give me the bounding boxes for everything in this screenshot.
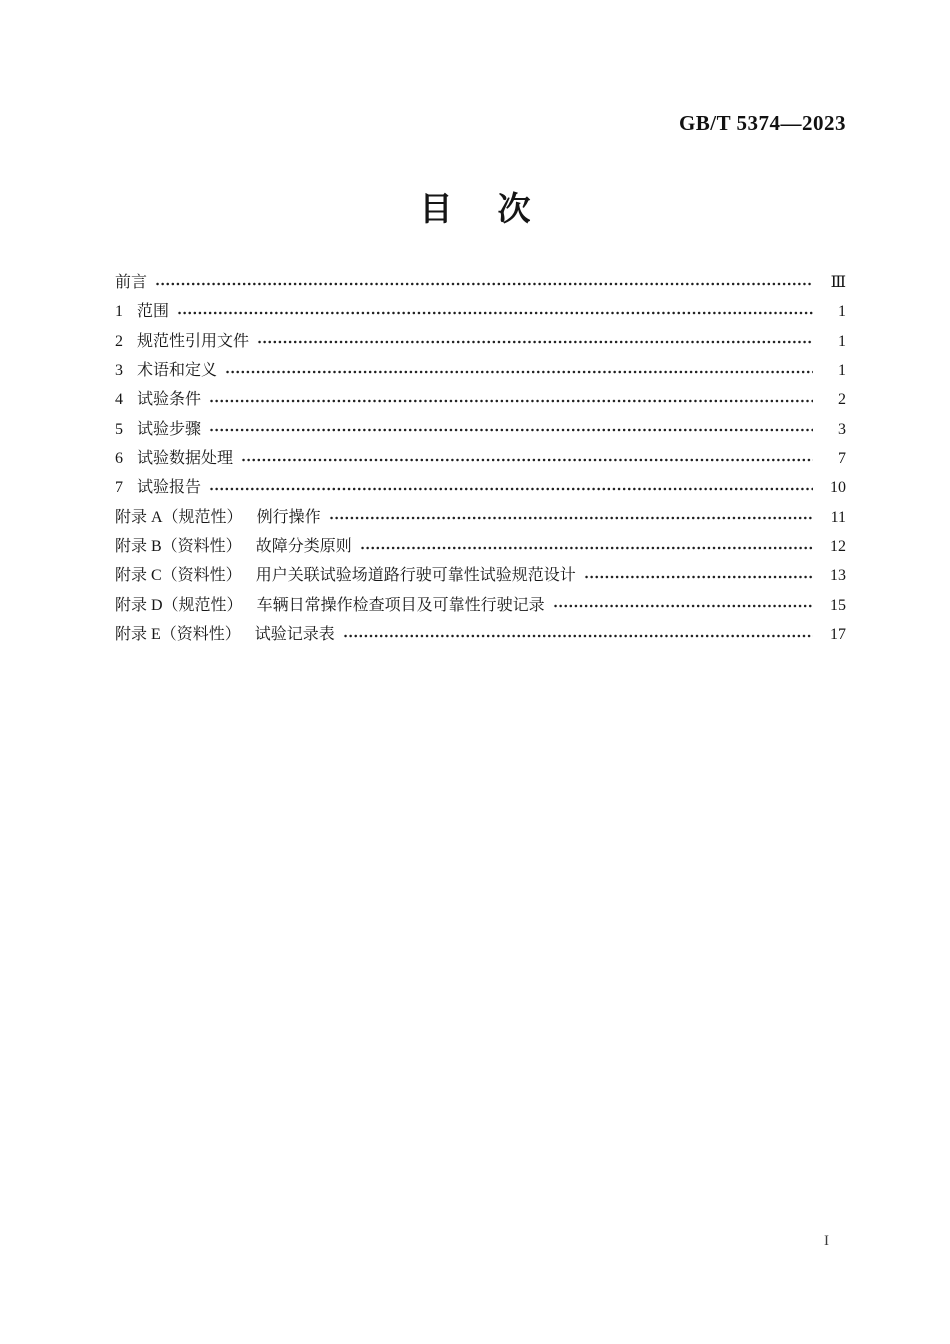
standard-number: GB/T 5374—2023 — [678, 111, 846, 135]
toc-entry-label: 试验记录表 — [254, 626, 335, 644]
toc-entry — [115, 591, 846, 620]
toc-entry-prefix: 4 — [115, 391, 123, 409]
toc-entry-page: 13 — [830, 567, 846, 585]
toc-entry-page: 15 — [830, 596, 846, 614]
toc-entry-page: Ⅲ — [830, 274, 846, 291]
toc-entry-label: 用户关联试验场道路行驶可靠性试验规范设计 — [255, 567, 576, 585]
toc-entry-label: 范围 — [137, 303, 170, 321]
toc-entry-prefix: 5 — [115, 420, 123, 438]
toc-entry-label: 试验数据处理 — [137, 450, 234, 468]
toc-entry-prefix: 7 — [115, 479, 123, 497]
toc-leader-dots — [360, 543, 813, 553]
toc-entry-prefix: 6 — [115, 450, 123, 468]
toc-entry-page: 11 — [830, 508, 846, 526]
toc-leader-dots — [177, 308, 813, 318]
toc-entry-prefix: 附录 B（资料性） — [115, 538, 242, 556]
toc-list — [115, 268, 846, 649]
toc-entry-page: 12 — [830, 538, 846, 556]
toc-leader-dots — [241, 455, 813, 465]
toc-entry-label: 试验报告 — [137, 479, 202, 497]
toc-entry-page: 2 — [838, 391, 846, 409]
toc-entry — [115, 561, 846, 590]
toc-entry-page: 7 — [838, 450, 846, 468]
toc-entry-page: 3 — [838, 420, 846, 438]
toc-entry-prefix: 附录 A（规范性） — [115, 508, 243, 526]
toc-entry-label: 试验条件 — [137, 391, 202, 409]
toc-entry-page: 1 — [838, 332, 846, 350]
toc-leader-dots — [209, 425, 813, 435]
toc-entry — [115, 620, 846, 649]
toc-entry-label: 车辆日常操作检查项目及可靠性行驶记录 — [256, 596, 545, 614]
toc-entry-prefix: 附录 E（资料性） — [115, 626, 241, 644]
toc-entry-prefix: 附录 D（规范性） — [115, 596, 243, 614]
toc-leader-dots — [155, 279, 813, 289]
toc-entry-label: 规范性引用文件 — [137, 332, 250, 350]
footer-page-number: I — [824, 1233, 829, 1249]
toc-entry — [115, 297, 846, 326]
toc-entry — [115, 473, 846, 502]
toc-entry — [115, 385, 846, 414]
toc-entry-prefix: 2 — [115, 332, 123, 350]
toc-entry-label: 例行操作 — [256, 508, 321, 526]
toc-leader-dots — [257, 337, 813, 347]
toc-entry-page: 17 — [830, 626, 846, 644]
toc-leader-dots — [329, 513, 813, 523]
toc-leader-dots — [343, 631, 813, 641]
toc-leader-dots — [209, 484, 813, 494]
toc-entry — [115, 444, 846, 473]
toc-entry-label: 试验步骤 — [137, 420, 202, 438]
toc-entry-page: 1 — [838, 362, 846, 380]
toc-entry-page: 10 — [830, 479, 846, 497]
toc-title — [0, 190, 950, 228]
toc-entry-prefix: 3 — [115, 362, 123, 380]
toc-leader-dots — [209, 396, 813, 406]
toc-entry-label: 故障分类原则 — [255, 538, 352, 556]
toc-entry-page: 1 — [838, 303, 846, 321]
toc-entry-label: 术语和定义 — [137, 362, 218, 380]
toc-entry — [115, 327, 846, 356]
toc-leader-dots — [553, 601, 813, 611]
toc-entry — [115, 356, 846, 385]
toc-entry — [115, 268, 846, 297]
toc-entry-label: 前言 — [115, 274, 148, 291]
toc-entry-prefix: 附录 C（资料性） — [115, 567, 242, 585]
toc-entry — [115, 503, 846, 532]
toc-title-text: 目次 — [419, 190, 576, 227]
toc-leader-dots — [225, 367, 813, 377]
toc-entry — [115, 415, 846, 444]
toc-entry-prefix: 1 — [115, 303, 123, 321]
toc-leader-dots — [584, 572, 813, 582]
toc-entry — [115, 532, 846, 561]
